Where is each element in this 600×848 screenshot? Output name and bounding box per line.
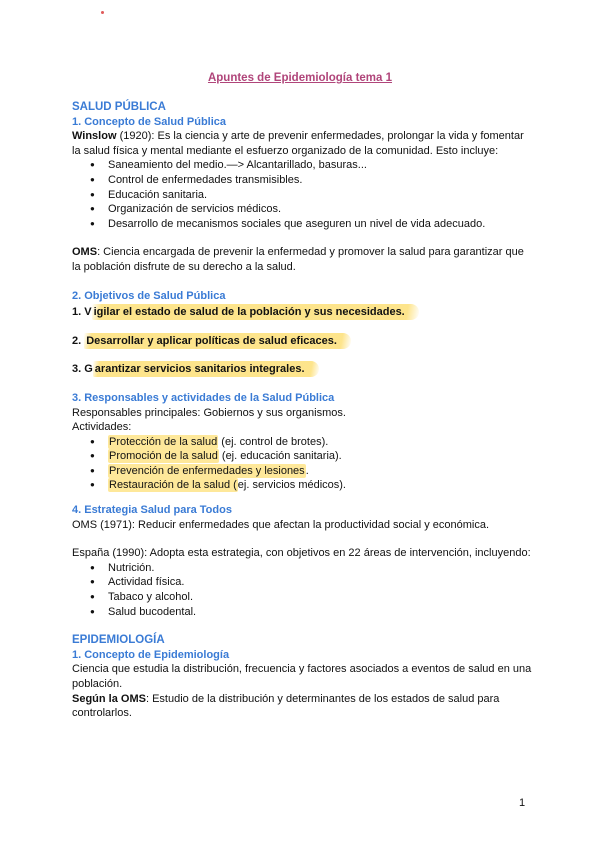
objetivo-3: 3. G arantizar servicios sanitarios integrales.	[72, 362, 532, 377]
responsables-text: Responsables principales: Gobiernos y sus organismos.	[72, 406, 346, 419]
oms-paragraph	[72, 245, 532, 274]
winslow-text: (1920): Es la ciencia y arte de prevenir enfermedades, prolongar la vida y fomentar la salud física y mental mediante el esfuerzo organizado de la comunidad. Esto incluye:	[72, 130, 524, 157]
list-item: ● Restauración de la salud (ej. servicios médicos).	[108, 478, 532, 493]
actividades-list	[72, 435, 532, 493]
list-item: ● Nutrición.	[108, 561, 532, 576]
list-item: ● Educación sanitaria.	[108, 188, 532, 203]
list-item: ● Tabaco y alcohol.	[108, 590, 532, 605]
heading-concepto-epidemiologia: 1. Concepto de Epidemiología	[72, 648, 230, 661]
list-item: ● Protección de la salud (ej. control de brotes).	[108, 435, 532, 450]
document-title: Apuntes de Epidemiología tema 1	[207, 72, 393, 84]
list-item: ● Desarrollo de mecanismos sociales que aseguren un nivel de vida adecuado.	[108, 217, 532, 232]
oms-epidemiologia-paragraph	[72, 692, 532, 721]
espana-text: España (1990): Adopta esta estrategia, con objetivos en 22 áreas de intervención, incluyendo:	[72, 547, 531, 560]
oms-text: : Ciencia encargada de prevenir la enfermedad y promover la salud para garantizar que la población disfrute de su derecho a la salud.	[72, 246, 524, 273]
highlight: Prevención de enfermedades y lesiones	[109, 464, 305, 477]
heading-responsables: 3. Responsables y actividades de la Salud Pública	[72, 391, 335, 404]
list-item: ● Actividad física.	[108, 575, 532, 590]
highlight: Protección de la salud	[109, 435, 218, 448]
heading-salud-publica: SALUD PÚBLICA	[72, 101, 166, 113]
areas-list	[72, 561, 532, 619]
red-dot-mark	[101, 11, 104, 14]
highlight: igilar el estado de salud de la población y sus necesidades.	[92, 304, 419, 320]
heading-objetivos: 2. Objetivos de Salud Pública	[72, 289, 226, 302]
objetivo-2: 2. Desarrollar y aplicar políticas de salud eficaces.	[72, 334, 532, 349]
list-item: ● Saneamiento del medio.—> Alcantarillado, basuras...	[108, 158, 532, 173]
page-number: 1	[519, 797, 526, 809]
list-item: ● Promoción de la salud (ej. educación sanitaria).	[108, 449, 532, 464]
incluye-list	[72, 158, 532, 231]
epidemiologia-definition: Ciencia que estudia la distribución, frecuencia y factores asociados a eventos de salud en una población.	[72, 663, 532, 690]
highlight: Restauración de la salud (	[109, 479, 237, 492]
heading-concepto-salud: 1. Concepto de Salud Pública	[72, 115, 227, 128]
document-body	[72, 100, 532, 721]
highlight: Promoción de la salud	[109, 450, 218, 463]
highlight: arantizar servicios sanitarios integrales.	[93, 361, 319, 377]
heading-estrategia: 4. Estrategia Salud para Todos	[72, 504, 232, 517]
heading-epidemiologia: EPIDEMIOLOGÍA	[72, 634, 165, 647]
list-item: ● Prevención de enfermedades y lesiones.	[108, 464, 532, 479]
winslow-paragraph	[72, 129, 532, 158]
list-item: ● Control de enfermedades transmisibles.	[108, 173, 532, 188]
oms-name: OMS	[72, 246, 98, 259]
highlight: Desarrollar y aplicar políticas de salud eficaces.	[84, 333, 351, 349]
oms-epi-name: Según la OMS	[72, 692, 146, 705]
winslow-name: Winslow	[72, 130, 117, 143]
oms-epi-text: : Estudio de la distribución y determinantes de los estados de salud para controlarlos.	[72, 692, 500, 720]
list-item: ● Organización de servicios médicos.	[108, 202, 532, 217]
actividades-label: Actividades:	[72, 421, 132, 434]
objetivo-1: 1. V igilar el estado de salud de la población y sus necesidades.	[72, 305, 532, 320]
list-item: ● Salud bucodental.	[108, 605, 532, 620]
oms-1971-text: OMS (1971): Reducir enfermedades que afectan la productividad social y económica.	[72, 518, 490, 531]
